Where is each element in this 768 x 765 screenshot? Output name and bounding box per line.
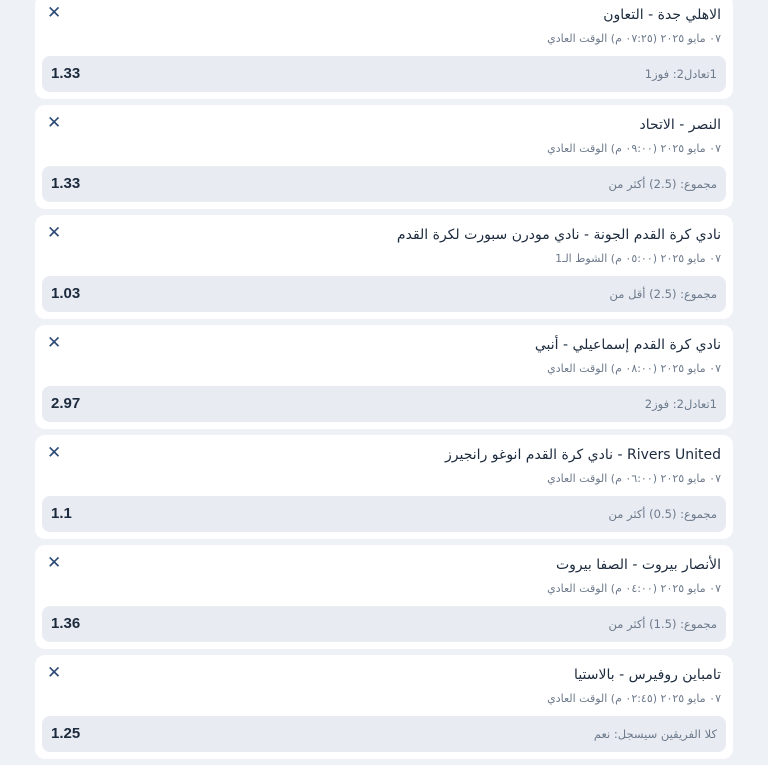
match-datetime: ٠٧ مايو ٢٠٢٥ (٠٦:٠٠ م) الوقت العادي [547, 472, 721, 485]
close-icon[interactable]: ✕ [47, 663, 62, 683]
bet-card [35, 105, 733, 209]
selection-row[interactable] [42, 716, 726, 752]
bet-card [35, 215, 733, 319]
bet-card [35, 435, 733, 539]
close-icon[interactable]: ✕ [47, 443, 62, 463]
odds-value: 1.03 [51, 285, 81, 302]
selection-label: كلا الفريقين سيسجل: نعم [593, 727, 717, 741]
match-title: Rivers United - نادي كرة القدم انوغو رانجيرز [445, 447, 721, 463]
bet-card [35, 0, 733, 99]
selection-label: 1تعادل2: فوز2 [644, 397, 717, 411]
odds-value: 1.33 [51, 175, 81, 192]
selection-label: مجموع: (0.5) أكثر من [608, 507, 717, 521]
selection-row[interactable] [42, 276, 726, 312]
bet-slip-list [35, 0, 733, 765]
selection-label: مجموع: (2.5) أكثر من [608, 177, 717, 191]
match-title: الأنصار بيروت - الصفا بيروت [555, 557, 721, 573]
selection-row[interactable] [42, 606, 726, 642]
selection-row[interactable] [42, 496, 726, 532]
odds-value: 1.1 [51, 505, 72, 522]
close-icon[interactable]: ✕ [47, 223, 62, 243]
match-datetime: ٠٧ مايو ٢٠٢٥ (٠٤:٠٠ م) الوقت العادي [547, 582, 721, 595]
selection-label: 1تعادل2: فوز1 [644, 67, 717, 81]
odds-value: 1.25 [51, 725, 81, 742]
match-title: الاهلي جدة - التعاون [603, 7, 721, 23]
bet-card [35, 655, 733, 759]
odds-value: 1.33 [51, 65, 81, 82]
match-title: تامباين روفيرس - بالاستيا [574, 667, 721, 683]
match-title: النصر - الاتحاد [639, 117, 721, 133]
match-datetime: ٠٧ مايو ٢٠٢٥ (٠٨:٠٠ م) الوقت العادي [547, 362, 721, 375]
match-datetime: ٠٧ مايو ٢٠٢٥ (٠٧:٢٥ م) الوقت العادي [547, 32, 721, 45]
match-datetime: ٠٧ مايو ٢٠٢٥ (٠٢:٤٥ م) الوقت العادي [547, 692, 721, 705]
close-icon[interactable]: ✕ [47, 333, 62, 353]
selection-row[interactable] [42, 56, 726, 92]
close-icon[interactable]: ✕ [47, 553, 62, 573]
selection-label: مجموع: (1.5) أكثر من [608, 617, 717, 631]
close-icon[interactable]: ✕ [47, 3, 62, 23]
match-title: نادي كرة القدم إسماعيلي - أنبي [534, 337, 721, 353]
selection-row[interactable] [42, 166, 726, 202]
bet-card [35, 545, 733, 649]
selection-label: مجموع: (2.5) أقل من [609, 287, 717, 301]
bet-card [35, 325, 733, 429]
match-datetime: ٠٧ مايو ٢٠٢٥ (٠٩:٠٠ م) الوقت العادي [547, 142, 721, 155]
odds-value: 2.97 [51, 395, 81, 412]
match-datetime: ٠٧ مايو ٢٠٢٥ (٠٥:٠٠ م) الشوط الـ1 [555, 252, 721, 265]
close-icon[interactable]: ✕ [47, 113, 62, 133]
odds-value: 1.36 [51, 615, 81, 632]
match-title: نادي كرة القدم الجونة - نادي مودرن سبورت لكرة القدم [396, 227, 721, 243]
selection-row[interactable] [42, 386, 726, 422]
